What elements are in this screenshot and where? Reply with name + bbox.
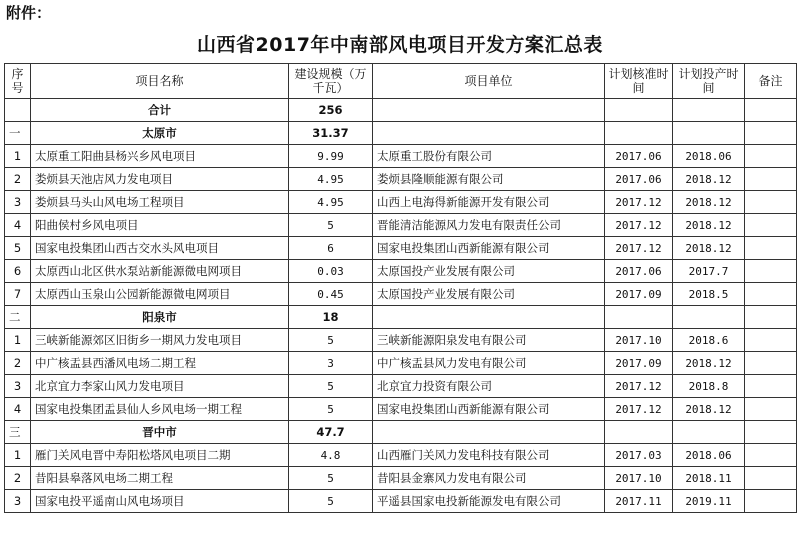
row-project-name: 中广核盂县西潘风电场二期工程 — [31, 352, 289, 375]
row-remark — [745, 490, 797, 513]
row-remark — [745, 467, 797, 490]
row-project-name: 太原西山北区供水泵站新能源微电网项目 — [31, 260, 289, 283]
row-remark — [745, 444, 797, 467]
empty-cell — [745, 122, 797, 145]
row-seq: 3 — [5, 191, 31, 214]
row-operation-time: 2018.8 — [673, 375, 745, 398]
table-row — [5, 260, 797, 283]
total-seq — [5, 99, 31, 122]
row-scale: 6 — [289, 237, 373, 260]
row-operation-time: 2019.11 — [673, 490, 745, 513]
row-unit: 山西雁门关风力发电科技有限公司 — [373, 444, 605, 467]
row-project-name: 昔阳县皋落风电场二期工程 — [31, 467, 289, 490]
project-table — [4, 63, 797, 513]
row-seq: 3 — [5, 375, 31, 398]
header-name: 项目名称 — [31, 64, 289, 99]
table-row — [5, 352, 797, 375]
row-seq: 4 — [5, 398, 31, 421]
row-project-name: 太原西山玉泉山公园新能源微电网项目 — [31, 283, 289, 306]
row-approval-time: 2017.12 — [605, 375, 673, 398]
total-label: 合计 — [31, 99, 289, 122]
row-unit: 国家电投集团山西新能源有限公司 — [373, 237, 605, 260]
row-scale: 5 — [289, 490, 373, 513]
empty-cell — [373, 421, 605, 444]
group-row — [5, 122, 797, 145]
row-unit: 山西上电海得新能源开发有限公司 — [373, 191, 605, 214]
row-remark — [745, 145, 797, 168]
empty-cell — [745, 306, 797, 329]
row-remark — [745, 329, 797, 352]
row-scale: 0.45 — [289, 283, 373, 306]
row-unit: 昔阳县金寨风力发电有限公司 — [373, 467, 605, 490]
row-project-name: 国家电投平遥南山风电场项目 — [31, 490, 289, 513]
row-seq: 1 — [5, 329, 31, 352]
group-row — [5, 421, 797, 444]
empty-cell — [673, 421, 745, 444]
row-operation-time: 2018.12 — [673, 398, 745, 421]
row-unit: 平遥县国家电投新能源发电有限公司 — [373, 490, 605, 513]
table-row — [5, 237, 797, 260]
row-remark — [745, 191, 797, 214]
row-unit: 太原国投产业发展有限公司 — [373, 283, 605, 306]
row-project-name: 娄烦县天池店风力发电项目 — [31, 168, 289, 191]
row-operation-time: 2018.06 — [673, 444, 745, 467]
group-seq: 一 — [5, 122, 31, 145]
row-scale: 4.95 — [289, 168, 373, 191]
row-unit: 娄烦县隆顺能源有限公司 — [373, 168, 605, 191]
row-approval-time: 2017.11 — [605, 490, 673, 513]
empty-cell — [605, 421, 673, 444]
row-seq: 3 — [5, 490, 31, 513]
row-approval-time: 2017.06 — [605, 260, 673, 283]
row-scale: 4.95 — [289, 191, 373, 214]
row-remark — [745, 283, 797, 306]
table-row — [5, 398, 797, 421]
row-scale: 5 — [289, 398, 373, 421]
table-row — [5, 191, 797, 214]
row-approval-time: 2017.10 — [605, 467, 673, 490]
row-unit: 国家电投集团山西新能源有限公司 — [373, 398, 605, 421]
row-remark — [745, 260, 797, 283]
attachment-label: 附件： — [6, 4, 52, 22]
empty-cell — [673, 99, 745, 122]
row-seq: 2 — [5, 467, 31, 490]
table-row — [5, 490, 797, 513]
row-operation-time: 2018.6 — [673, 329, 745, 352]
group-seq: 二 — [5, 306, 31, 329]
group-city: 晋中市 — [31, 421, 289, 444]
row-project-name: 太原重工阳曲县杨兴乡风电项目 — [31, 145, 289, 168]
total-scale: 256 — [289, 99, 373, 122]
group-city: 阳泉市 — [31, 306, 289, 329]
empty-cell — [673, 306, 745, 329]
group-scale: 47.7 — [289, 421, 373, 444]
total-row — [5, 99, 797, 122]
row-scale: 5 — [289, 375, 373, 398]
header-operation: 计划投产时间 — [673, 64, 745, 99]
row-remark — [745, 352, 797, 375]
row-unit: 晋能清洁能源风力发电有限责任公司 — [373, 214, 605, 237]
row-project-name: 娄烦县马头山风电场工程项目 — [31, 191, 289, 214]
row-project-name: 国家电投集团盂县仙人乡风电场一期工程 — [31, 398, 289, 421]
row-unit: 三峡新能源阳泉发电有限公司 — [373, 329, 605, 352]
row-approval-time: 2017.12 — [605, 191, 673, 214]
row-operation-time: 2018.12 — [673, 191, 745, 214]
page-title: 山西省2017年中南部风电项目开发方案汇总表 — [197, 34, 603, 56]
row-scale: 5 — [289, 214, 373, 237]
row-scale: 9.99 — [289, 145, 373, 168]
row-project-name: 北京宜力李家山风力发电项目 — [31, 375, 289, 398]
empty-cell — [373, 99, 605, 122]
row-approval-time: 2017.09 — [605, 283, 673, 306]
row-project-name: 国家电投集团山西古交水头风电项目 — [31, 237, 289, 260]
group-city: 太原市 — [31, 122, 289, 145]
table-body — [5, 99, 797, 513]
row-project-name: 雁门关风电晋中寿阳松塔风电项目二期 — [31, 444, 289, 467]
row-remark — [745, 168, 797, 191]
header-row — [5, 64, 797, 99]
row-scale: 0.03 — [289, 260, 373, 283]
group-seq: 三 — [5, 421, 31, 444]
empty-cell — [745, 421, 797, 444]
header-unit: 项目单位 — [373, 64, 605, 99]
group-row — [5, 306, 797, 329]
row-seq: 2 — [5, 352, 31, 375]
row-approval-time: 2017.09 — [605, 352, 673, 375]
row-remark — [745, 214, 797, 237]
row-operation-time: 2018.12 — [673, 237, 745, 260]
row-approval-time: 2017.10 — [605, 329, 673, 352]
row-scale: 3 — [289, 352, 373, 375]
row-unit: 中广核盂县风力发电有限公司 — [373, 352, 605, 375]
empty-cell — [373, 122, 605, 145]
row-operation-time: 2018.12 — [673, 352, 745, 375]
row-approval-time: 2017.06 — [605, 145, 673, 168]
table-row — [5, 145, 797, 168]
table-row — [5, 467, 797, 490]
row-scale: 5 — [289, 467, 373, 490]
group-scale: 31.37 — [289, 122, 373, 145]
table-row — [5, 375, 797, 398]
row-seq: 2 — [5, 168, 31, 191]
row-operation-time: 2017.7 — [673, 260, 745, 283]
row-approval-time: 2017.12 — [605, 237, 673, 260]
group-scale: 18 — [289, 306, 373, 329]
table-row — [5, 329, 797, 352]
row-seq: 7 — [5, 283, 31, 306]
header-approval: 计划核准时间 — [605, 64, 673, 99]
row-seq: 4 — [5, 214, 31, 237]
row-project-name: 阳曲侯村乡风电项目 — [31, 214, 289, 237]
header-seq: 序号 — [5, 64, 31, 99]
empty-cell — [373, 306, 605, 329]
row-operation-time: 2018.06 — [673, 145, 745, 168]
row-approval-time: 2017.06 — [605, 168, 673, 191]
row-unit: 北京宜力投资有限公司 — [373, 375, 605, 398]
row-operation-time: 2018.5 — [673, 283, 745, 306]
empty-cell — [605, 99, 673, 122]
row-approval-time: 2017.12 — [605, 398, 673, 421]
header-remark: 备注 — [745, 64, 797, 99]
row-operation-time: 2018.12 — [673, 214, 745, 237]
row-operation-time: 2018.11 — [673, 467, 745, 490]
row-unit: 太原重工股份有限公司 — [373, 145, 605, 168]
row-approval-time: 2017.03 — [605, 444, 673, 467]
row-operation-time: 2018.12 — [673, 168, 745, 191]
table-row — [5, 283, 797, 306]
header-scale: 建设规模（万千瓦） — [289, 64, 373, 99]
empty-cell — [605, 122, 673, 145]
row-approval-time: 2017.12 — [605, 214, 673, 237]
table-row — [5, 168, 797, 191]
row-scale: 4.8 — [289, 444, 373, 467]
table-row — [5, 444, 797, 467]
empty-cell — [745, 99, 797, 122]
table-row — [5, 214, 797, 237]
row-seq: 5 — [5, 237, 31, 260]
row-remark — [745, 237, 797, 260]
row-project-name: 三峡新能源郊区旧街乡一期风力发电项目 — [31, 329, 289, 352]
row-seq: 1 — [5, 444, 31, 467]
row-scale: 5 — [289, 329, 373, 352]
empty-cell — [605, 306, 673, 329]
row-remark — [745, 375, 797, 398]
empty-cell — [673, 122, 745, 145]
row-seq: 6 — [5, 260, 31, 283]
row-unit: 太原国投产业发展有限公司 — [373, 260, 605, 283]
row-remark — [745, 398, 797, 421]
row-seq: 1 — [5, 145, 31, 168]
